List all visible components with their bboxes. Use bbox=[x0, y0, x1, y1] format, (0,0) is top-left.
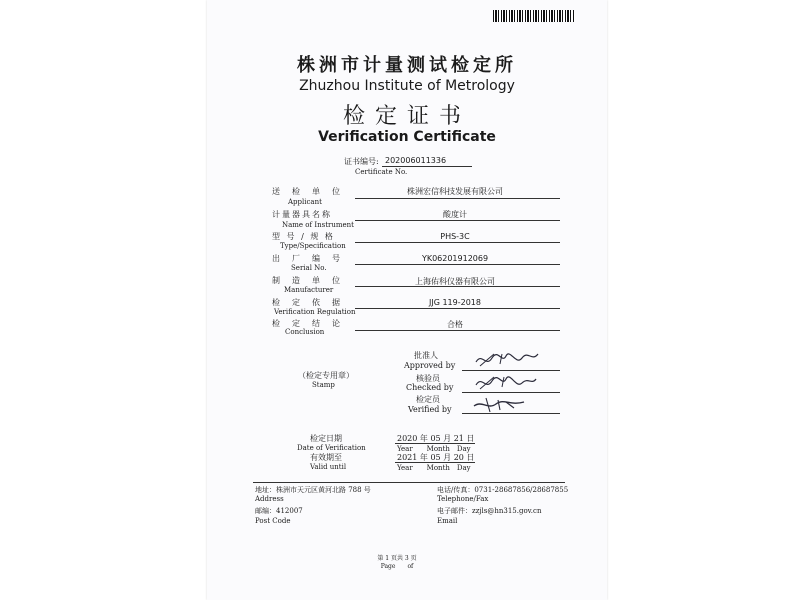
field-label-cn: 送 检 单 位 bbox=[272, 187, 342, 196]
verification-date-label-cn: 检定日期 bbox=[310, 434, 342, 443]
field-value: 上海佑科仪器有限公司 bbox=[415, 277, 495, 286]
field-value: 酸度计 bbox=[443, 210, 467, 219]
field-value: YK06201912069 bbox=[421, 254, 489, 263]
field-line bbox=[355, 264, 560, 265]
valid-until-units: Year Month Day bbox=[397, 464, 471, 472]
email-value: 电子邮件：zzjls@hn315.gov.cn bbox=[437, 507, 542, 515]
field-label-cn: 计量器具名称 bbox=[272, 210, 332, 219]
phone-fax-label-en: Telephone/Fax bbox=[437, 495, 489, 503]
field-line bbox=[355, 242, 560, 243]
field-label-en: Applicant bbox=[288, 198, 322, 206]
postcode-value: 邮编：412007 bbox=[255, 507, 303, 515]
field-label-en: Verification Regulation bbox=[274, 308, 356, 316]
verified-by-signature bbox=[470, 394, 530, 414]
field-line bbox=[355, 308, 560, 309]
certificate-no-label: 证书编号: bbox=[344, 157, 379, 166]
phone-fax-value: 电话/传真：0731-28687856/28687855 bbox=[437, 486, 569, 494]
verification-date-label-en: Date of Verification bbox=[297, 444, 366, 452]
field-value: JJG 119-2018 bbox=[429, 298, 481, 307]
address-label-en: Address bbox=[255, 495, 284, 503]
verified-by-label-cn: 检定员 bbox=[416, 395, 440, 404]
certificate-no-label-en: Certificate No. bbox=[355, 168, 408, 176]
checked-by-label-en: Checked by bbox=[406, 383, 454, 392]
field-value: PHS-3C bbox=[440, 232, 470, 241]
approved-by-label-cn: 批准人 bbox=[414, 351, 438, 360]
certificate-no-line bbox=[382, 166, 472, 167]
field-line bbox=[355, 330, 560, 331]
valid-until-label-cn: 有效期至 bbox=[310, 453, 342, 462]
valid-until-value: 2021 年 05 月 20 日 bbox=[397, 453, 475, 462]
checked-by-label-cn: 核验员 bbox=[416, 374, 440, 383]
valid-until-label-en: Valid until bbox=[310, 463, 347, 471]
email-label-en: Email bbox=[437, 517, 458, 525]
certificate-title-en: Verification Certificate bbox=[318, 129, 496, 145]
page-number-cn: 第 1 页共 3 页 bbox=[377, 555, 417, 562]
field-label-en: Manufacturer bbox=[284, 286, 334, 294]
institute-name-en: Zhuzhou Institute of Metrology bbox=[299, 78, 515, 94]
approved-by-signature bbox=[472, 348, 542, 370]
field-label-cn: 型 号 / 规 格 bbox=[272, 232, 335, 241]
verified-by-label-en: Verified by bbox=[408, 405, 452, 414]
verification-date-units: Year Month Day bbox=[397, 445, 471, 453]
footer-divider bbox=[253, 482, 565, 483]
address-value: 地址：株洲市天元区黄河北路 788 号 bbox=[255, 486, 371, 494]
page-number-en: Page of bbox=[380, 563, 414, 570]
verification-date-value: 2020 年 05 月 21 日 bbox=[397, 434, 475, 443]
stamp-label-cn: （检定专用章） bbox=[298, 371, 354, 380]
field-line bbox=[355, 220, 560, 221]
field-label-cn: 制 造 单 位 bbox=[272, 276, 342, 285]
field-label-cn: 检 定 结 论 bbox=[272, 319, 342, 328]
field-line bbox=[355, 198, 560, 199]
postcode-label-en: Post Code bbox=[255, 517, 291, 525]
barcode bbox=[493, 10, 575, 22]
field-label-en: Type/Specification bbox=[280, 242, 346, 250]
certificate-no-value: 202006011336 bbox=[385, 156, 447, 165]
approved-by-label-en: Approved by bbox=[404, 361, 456, 370]
field-label-cn: 出 厂 编 号 bbox=[272, 254, 342, 263]
field-line bbox=[355, 286, 560, 287]
field-label-en: Name of Instrument bbox=[282, 221, 354, 229]
field-label-cn: 检 定 依 据 bbox=[272, 298, 342, 307]
stamp-label-en: Stamp bbox=[312, 381, 335, 389]
field-label-en: Serial No. bbox=[291, 264, 327, 272]
checked-by-signature bbox=[472, 371, 542, 393]
certificate-title-cn: 检定证书 bbox=[342, 104, 471, 129]
field-value: 株洲宏信科技发展有限公司 bbox=[407, 187, 503, 196]
field-label-en: Conclusion bbox=[285, 328, 325, 336]
field-value: 合格 bbox=[447, 320, 463, 329]
institute-name-cn: 株洲市计量测试检定所 bbox=[297, 55, 517, 76]
